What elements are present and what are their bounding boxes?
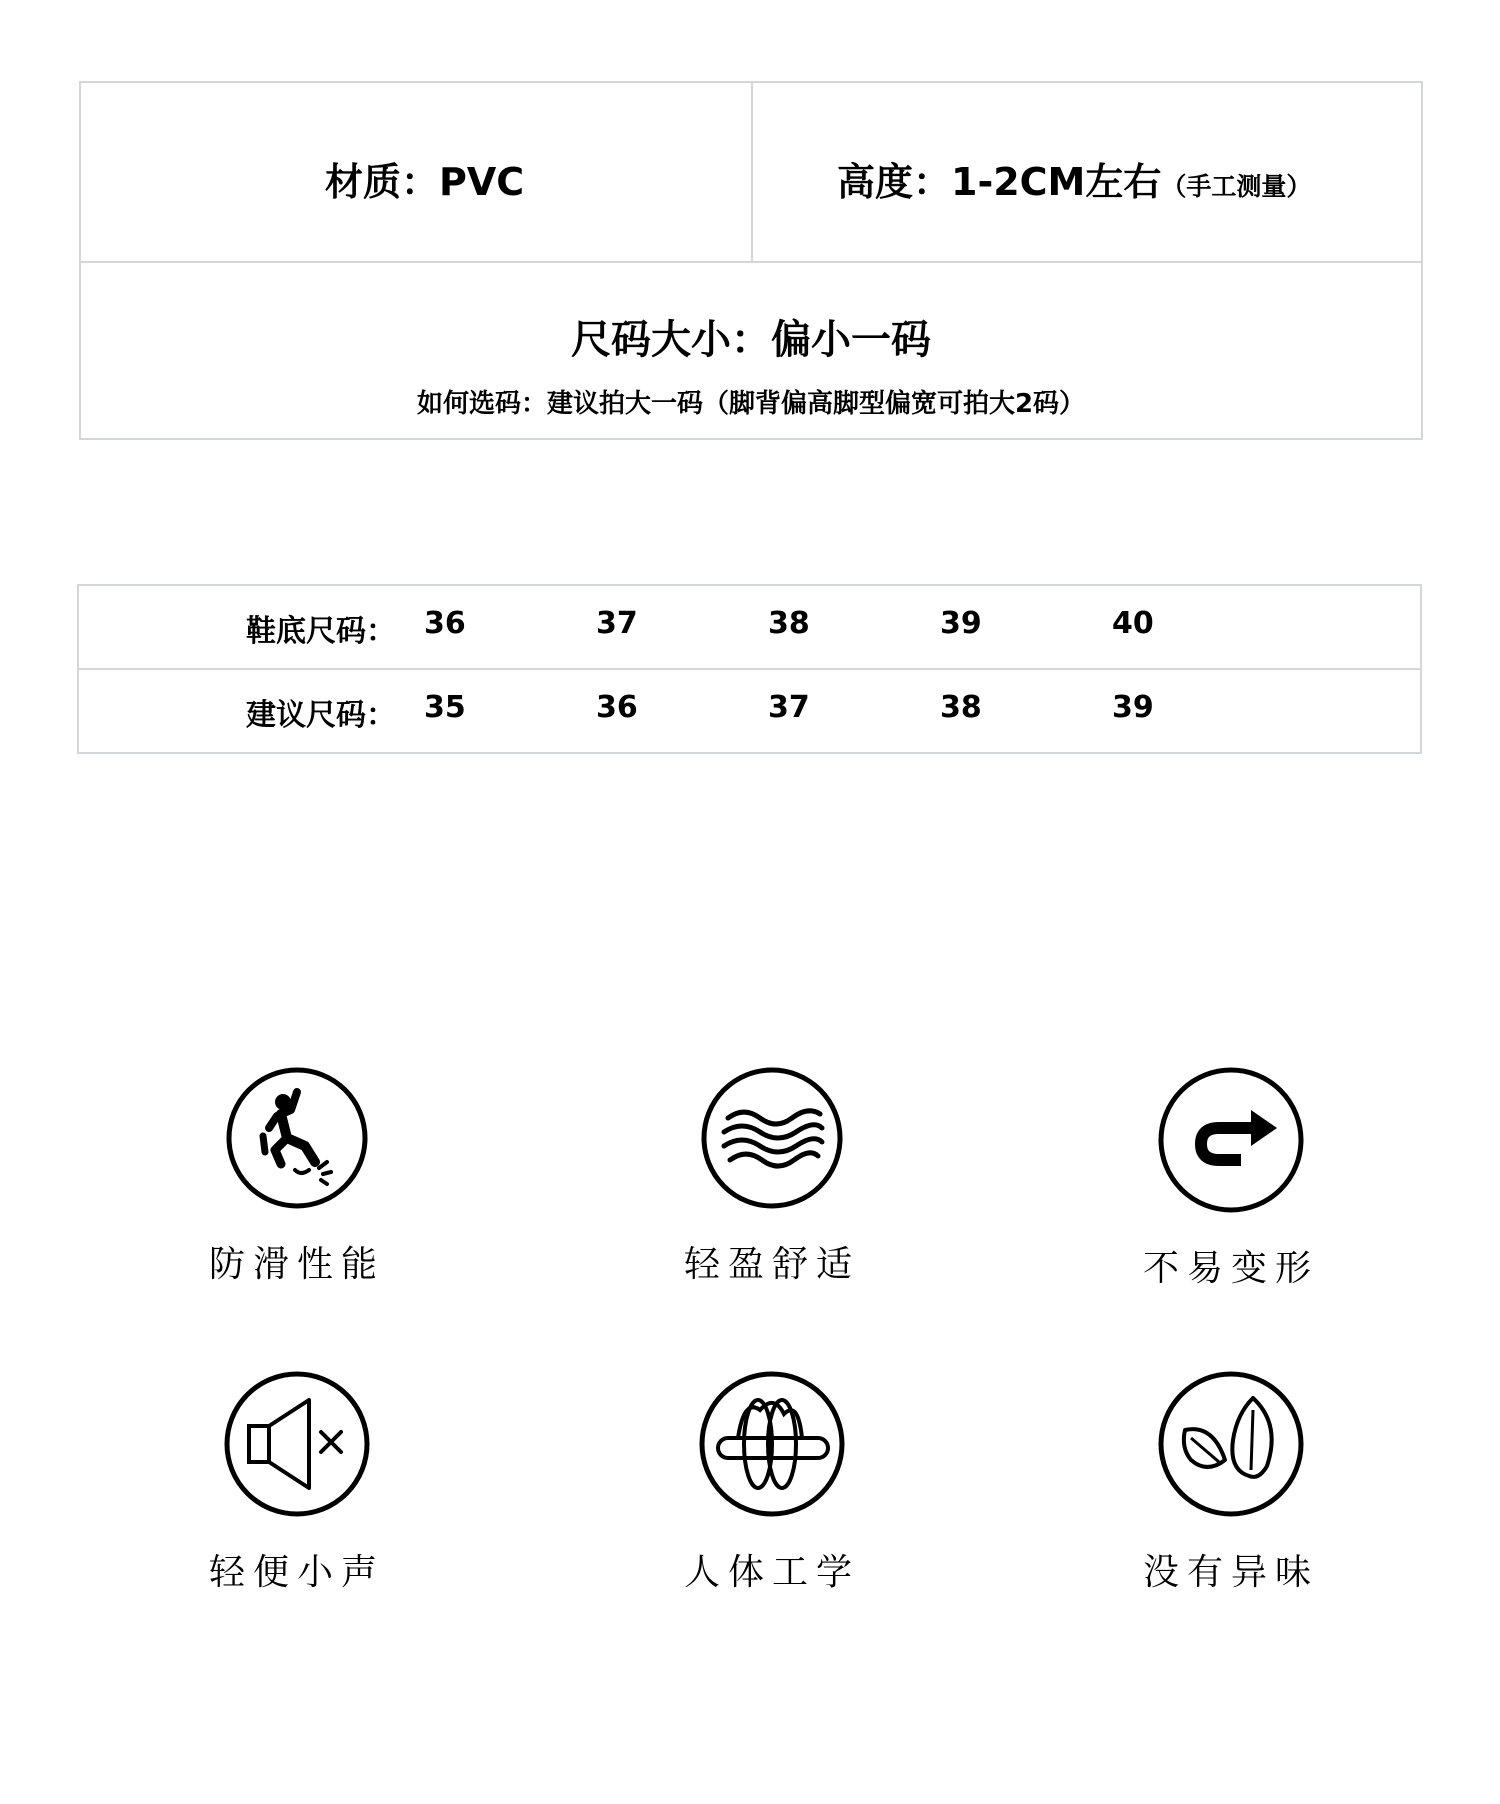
feature-anti-slip	[197, 1066, 397, 1287]
feature-label: 没有异味	[1142, 1552, 1319, 1593]
feature-quiet	[197, 1370, 397, 1595]
size-fit-text: 尺码大小：偏小一码	[571, 317, 931, 363]
height-note: （手工测量）	[1161, 172, 1312, 201]
spec-row-top	[81, 83, 1421, 263]
row-label: 建议尺码：	[246, 698, 396, 733]
ergonomic-icon	[698, 1370, 846, 1518]
size-cell: 36	[596, 690, 638, 725]
size-cell: 39	[940, 606, 982, 641]
feature-no-deform	[1131, 1066, 1331, 1291]
size-cell: 39	[1112, 690, 1154, 725]
feature-label: 人体工学	[683, 1552, 860, 1593]
size-cell: 38	[768, 606, 810, 641]
spec-divider	[751, 83, 753, 263]
feature-ergonomic	[672, 1370, 872, 1595]
size-cell: 36	[424, 606, 466, 641]
size-row-suggested	[79, 670, 1420, 754]
size-cell: 35	[424, 690, 466, 725]
height-text	[837, 151, 1311, 206]
feature-label: 不易变形	[1142, 1248, 1319, 1289]
mute-speaker-icon	[223, 1370, 371, 1518]
size-table	[77, 584, 1422, 754]
row-label: 鞋底尺码：	[246, 614, 396, 649]
size-row-sole	[79, 586, 1420, 670]
material-text: 材质：PVC	[325, 160, 525, 204]
height-value: 高度：1-2CM左右	[837, 160, 1162, 204]
size-cell: 37	[768, 690, 810, 725]
size-tip-text: 如何选码：建议拍大一码（脚背偏高脚型偏宽可拍大2码）	[416, 389, 1086, 419]
feature-label: 防滑性能	[208, 1244, 385, 1285]
feature-lightweight	[672, 1066, 872, 1287]
size-cell: 37	[596, 606, 638, 641]
feature-odorless	[1131, 1370, 1331, 1595]
redo-arrow-icon	[1157, 1066, 1305, 1214]
feature-label: 轻便小声	[208, 1552, 385, 1593]
waves-icon	[700, 1066, 844, 1210]
spec-table	[79, 81, 1423, 440]
leaf-icon	[1157, 1370, 1305, 1518]
size-cell: 40	[1112, 606, 1154, 641]
slip-warning-icon	[225, 1066, 369, 1210]
feature-label: 轻盈舒适	[683, 1244, 860, 1285]
size-cell: 38	[940, 690, 982, 725]
